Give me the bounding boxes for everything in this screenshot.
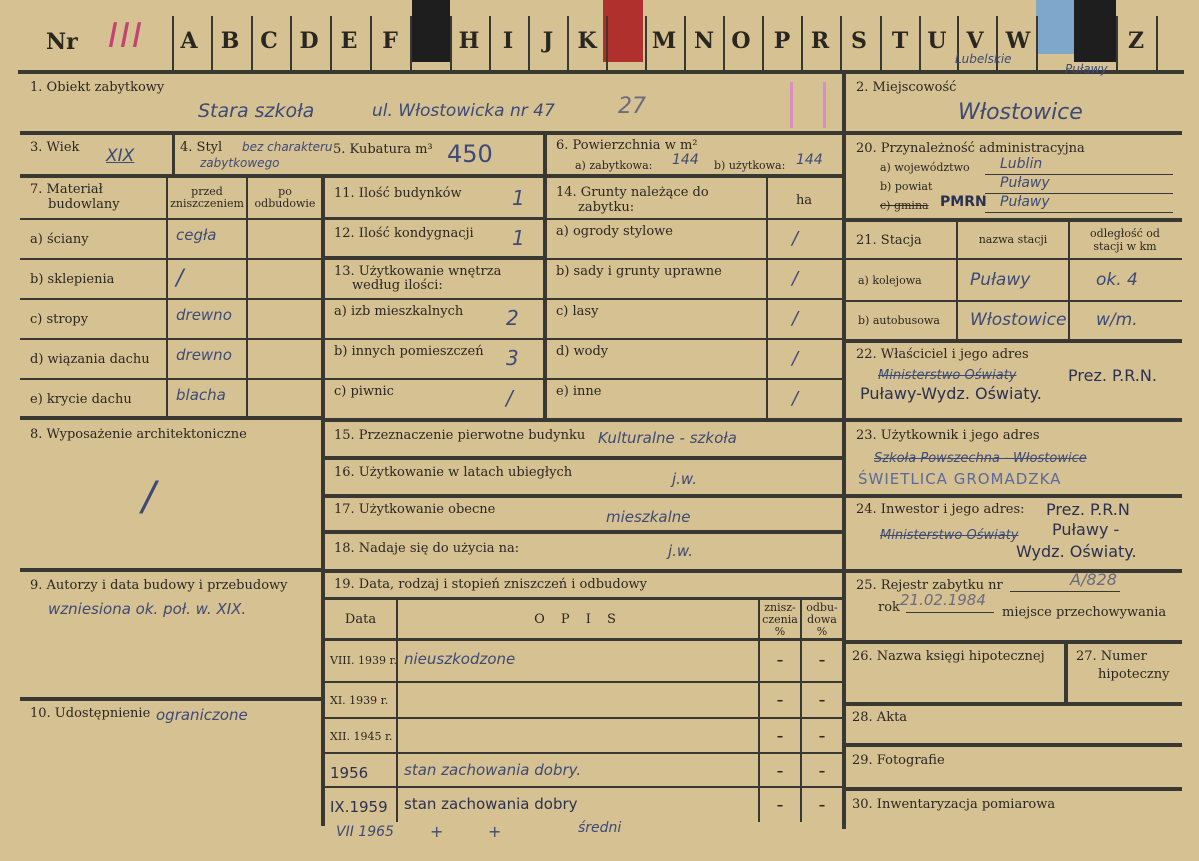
- row-rule-8: [20, 416, 322, 420]
- field-19-row-rebuilt: –: [818, 798, 826, 813]
- field-20-a-label: a) województwo: [880, 161, 970, 174]
- rule-22: [846, 339, 1182, 343]
- nr-value: III: [108, 16, 145, 56]
- field-19-row-date: 1956: [330, 764, 369, 782]
- purple-marks: [790, 82, 826, 128]
- field-7-row-label: b) sklepienia: [30, 272, 115, 287]
- field-25-rok-label: rok: [878, 600, 900, 615]
- header-letter-r: R: [810, 28, 830, 54]
- f14-row-rule: [547, 218, 842, 220]
- field-25-reg-value: A/828: [1070, 570, 1117, 589]
- field-7-row-before: drewno: [176, 306, 232, 324]
- field-10-value: ograniczone: [156, 706, 248, 724]
- row-rule-10: [20, 697, 322, 701]
- row-rule-2: [20, 174, 842, 178]
- color-tab-x-black: [1074, 0, 1116, 62]
- rule-21-head: [846, 258, 1182, 260]
- field-7-after-h2: odbudowie: [254, 197, 316, 210]
- f19-row-rule: [325, 786, 842, 788]
- field-15-label: 15. Przeznaczenie pierwotne budynku: [334, 428, 586, 443]
- field-19-extra-a: +: [430, 822, 444, 841]
- field-19-row-date: VIII. 1939 r.: [330, 654, 398, 667]
- letter-x-annotation: Lubelskie: [955, 52, 1012, 66]
- field-25-label: 25. Rejestr zabytku nr: [856, 578, 1003, 593]
- field-11-label: 11. Ilość budynków: [334, 186, 462, 201]
- f7-row-rule: [20, 258, 322, 260]
- header-separator: [528, 16, 530, 70]
- field-16-value: j.w.: [672, 470, 698, 488]
- field-19-col-date: Data: [344, 612, 377, 627]
- field-7-after-h1: po: [278, 185, 292, 198]
- header-letter-t: T: [891, 28, 909, 54]
- divider-right-panel: [842, 74, 846, 829]
- field-18-value: j.w.: [668, 542, 694, 560]
- field-19-row-desc: nieuszkodzone: [404, 650, 516, 668]
- header-letter-p: P: [773, 28, 791, 54]
- field-19-extra-b: +: [488, 822, 502, 841]
- rule-21: [846, 218, 1182, 222]
- field-4-value-1: bez charakteru: [242, 140, 333, 154]
- field-12-value: 1: [512, 226, 525, 250]
- header-separator: [567, 16, 569, 70]
- field-6-sub-a: a) zabytkowa:: [575, 159, 653, 172]
- header-letter-z: Z: [1127, 28, 1145, 54]
- field-22-label: 22. Właściciel i jego adres: [856, 347, 1029, 362]
- field-19-destr-3: %: [774, 625, 786, 638]
- rule-26: [846, 640, 1182, 644]
- rule-28: [846, 702, 1182, 706]
- header-separator: [251, 16, 253, 70]
- field-7-row-label: a) ściany: [30, 232, 89, 247]
- field-9-value: wzniesiona ok. poł. w. XIX.: [48, 600, 247, 618]
- field-4-value-2: zabytkowego: [200, 156, 280, 170]
- field-19-row-rebuilt: –: [818, 729, 826, 744]
- field-28-label: 28. Akta: [852, 710, 908, 725]
- field-14-row-label: c) lasy: [556, 304, 599, 319]
- field-19-destr-1: znisz-: [764, 601, 796, 614]
- header-separator: [1156, 16, 1158, 70]
- header-letter-b: B: [220, 28, 240, 54]
- field-27-label-2: hipoteczny: [1098, 667, 1170, 682]
- field-25-place-label: miejsce przechowywania: [1002, 605, 1167, 620]
- header-letter-n: N: [693, 28, 715, 54]
- field-23-label: 23. Użytkownik i jego adres: [856, 428, 1040, 443]
- field-14-label-2: zabytku:: [578, 200, 635, 215]
- field-19-label: 19. Data, rodzaj i stopień zniszczeń i odbudowy: [334, 577, 648, 592]
- header-separator: [1036, 16, 1038, 70]
- field-22-struck: Ministerstwo Oświaty: [878, 368, 1017, 383]
- header-letter-c: C: [260, 28, 278, 54]
- field-13-row-value: 2: [506, 306, 519, 330]
- field-13-row-value: /: [506, 386, 513, 410]
- header-rule: [18, 70, 1184, 74]
- field-11-value: 1: [512, 186, 525, 210]
- f13-row-rule: [325, 378, 543, 380]
- field-19-extra-c: średni: [578, 820, 622, 836]
- rule-24: [846, 494, 1182, 498]
- field-14-unit: ha: [795, 193, 813, 208]
- field-14-row-value: /: [792, 228, 799, 249]
- row-rule-9: [20, 568, 322, 572]
- header-separator: [172, 16, 174, 70]
- color-tab-x-blue: [1036, 0, 1074, 54]
- nr-label: Nr: [46, 29, 78, 55]
- header-letter-d: D: [299, 28, 319, 54]
- header-letter-w: W: [1005, 28, 1031, 54]
- header-letter-a: A: [180, 28, 198, 54]
- field-24-value-3: Wydz. Oświaty.: [1016, 542, 1137, 561]
- field-2-label: 2. Miejscowość: [856, 80, 957, 95]
- field-7-row-label: c) stropy: [30, 312, 89, 327]
- header-letter-h: H: [458, 28, 480, 54]
- field-6-label: 6. Powierzchnia w m²: [556, 138, 698, 153]
- field-9-label: 9. Autorzy i data budowy i przebudowy: [30, 578, 288, 593]
- rule-18: [325, 530, 842, 534]
- field-6-sub-b: b) użytkowa:: [714, 159, 786, 172]
- f7-row-rule: [20, 338, 322, 340]
- header-separator: [684, 16, 686, 70]
- field-4-label: 4. Styl: [180, 140, 223, 155]
- field-20-c-value: Puławy: [1000, 194, 1050, 210]
- field-14-row-label: a) ogrody stylowe: [556, 224, 673, 239]
- field-14-row-value: /: [792, 348, 799, 369]
- header-separator: [801, 16, 803, 70]
- field-14-row-label: d) wody: [556, 344, 609, 359]
- field-2-above: Puławy: [1065, 62, 1108, 76]
- header-separator: [880, 16, 882, 70]
- header-letter-v: V: [966, 28, 984, 54]
- field-13-row-label: c) piwnic: [334, 384, 394, 399]
- field-19-row-rebuilt: –: [818, 653, 826, 668]
- field-20-c-new: PMRN: [940, 194, 987, 210]
- field-19-rebuilt-3: %: [816, 625, 828, 638]
- header-separator: [410, 16, 412, 70]
- field-24-struck: Ministerstwo Oświaty: [880, 528, 1019, 543]
- field-19-row-date: XII. 1945 r.: [330, 730, 393, 743]
- field-10-label: 10. Udostępnienie: [30, 706, 151, 721]
- color-tab-g: [412, 0, 450, 62]
- field-6-sub-a-value: 144: [672, 152, 699, 168]
- field-21-row-dist: ok. 4: [1096, 270, 1138, 290]
- rule-25: [846, 569, 1182, 573]
- row-rule-1: [20, 131, 1182, 135]
- field-19-row-rebuilt: –: [818, 693, 826, 708]
- f25-line: [1010, 591, 1120, 592]
- field-14-row-value: /: [792, 268, 799, 289]
- rule-29: [846, 743, 1182, 747]
- f7-col-1: [166, 178, 168, 416]
- field-30-label: 30. Inwentaryzacja pomiarowa: [852, 797, 1056, 812]
- field-20-c-label: c) gmina: [880, 199, 929, 212]
- field-25-rok-value: 21.02.1984: [900, 591, 986, 609]
- field-5-label: 5. Kubatura m³: [333, 142, 433, 157]
- field-15-value: Kulturalne - szkoła: [598, 429, 737, 447]
- color-tab-l: [603, 0, 643, 62]
- field-21-row-name: Puławy: [970, 270, 1031, 290]
- rule-19-head: [325, 597, 842, 600]
- rule-11: [325, 217, 543, 220]
- rule-30: [846, 787, 1182, 791]
- header-separator: [606, 16, 608, 70]
- field-1-address: ul. Włostowicka nr 47: [372, 101, 555, 121]
- header-separator: [489, 16, 491, 70]
- header-separator: [450, 16, 452, 70]
- field-8-label: 8. Wyposażenie architektoniczne: [30, 427, 247, 442]
- field-13-label-1: 13. Użytkowanie wnętrza: [334, 264, 502, 279]
- f14-row-rule: [547, 378, 842, 380]
- field-21-label: 21. Stacja: [856, 233, 922, 248]
- field-3-value: XIX: [106, 146, 135, 166]
- header-letter-u: U: [927, 28, 947, 54]
- field-14-row-value: /: [792, 388, 799, 409]
- field-18-label: 18. Nadaje się do użycia na:: [334, 541, 520, 556]
- header-separator: [211, 16, 213, 70]
- field-12-label: 12. Ilość kondygnacji: [334, 226, 474, 241]
- field-26-label: 26. Nazwa księgi hipotecznej: [852, 649, 1045, 664]
- header-separator: [330, 16, 332, 70]
- field-19-row-date: IX.1959: [330, 798, 388, 816]
- field-5-value: 450: [447, 140, 493, 168]
- field-19-destr-2: czenia: [762, 613, 798, 626]
- field-17-label: 17. Użytkowanie obecne: [334, 502, 496, 517]
- field-7-row-before: drewno: [176, 346, 232, 364]
- field-19-row-destr: –: [776, 798, 784, 813]
- f25-rok-line: [906, 612, 994, 613]
- field-13-row-label: a) izb mieszkalnych: [334, 304, 464, 319]
- field-13-row-label: b) innych pomieszczeń: [334, 344, 484, 359]
- field-7-row-before: cegła: [176, 226, 217, 244]
- field-19-col-desc: O P I S: [534, 612, 622, 627]
- field-14-row-label: e) inne: [556, 384, 602, 399]
- divider-3-4: [172, 135, 175, 175]
- header-letter-f: F: [382, 28, 398, 54]
- field-19-rebuilt-2: dowa: [807, 613, 837, 626]
- field-24-value-2: Puławy -: [1052, 520, 1120, 539]
- f7-row-rule: [20, 378, 322, 380]
- field-19-rebuilt-1: odbu-: [806, 601, 838, 614]
- header-separator: [840, 16, 842, 70]
- header-separator: [290, 16, 292, 70]
- field-7-row-before: /: [176, 266, 184, 291]
- f13-row-rule: [325, 338, 543, 340]
- field-19-row-desc: stan zachowania dobry: [404, 795, 578, 813]
- field-20-a-value: Lublin: [1000, 156, 1043, 172]
- field-3-label: 3. Wiek: [30, 140, 80, 155]
- field-14-label-1: 14. Grunty należące do: [556, 185, 709, 200]
- field-20-b-value: Puławy: [1000, 175, 1050, 191]
- field-1-value: Stara szkoła: [198, 100, 315, 122]
- f14-row-rule: [547, 298, 842, 300]
- field-19-row-desc: stan zachowania dobry.: [404, 761, 582, 779]
- field-21-row-name: Włostowice: [970, 310, 1067, 330]
- field-19-row-rebuilt: –: [818, 764, 826, 779]
- f7-row-rule: [20, 218, 322, 220]
- field-19-extra-date: VII 1965: [336, 824, 394, 840]
- field-27-label-1: 27. Numer: [1076, 649, 1147, 664]
- field-13-row-value: 3: [506, 346, 519, 370]
- field-8-value: /: [142, 474, 156, 520]
- header-separator: [723, 16, 725, 70]
- f19-row-rule: [325, 717, 842, 719]
- rule-17: [325, 494, 842, 498]
- field-20-b-label: b) powiat: [880, 180, 933, 193]
- field-21-row-label: a) kolejowa: [858, 274, 922, 287]
- header-letter-i: I: [502, 28, 514, 54]
- field-20-label: 20. Przynależność administracyjna: [856, 141, 1085, 156]
- field-13-label-2: według ilości:: [352, 278, 443, 293]
- header-separator: [645, 16, 647, 70]
- header-separator: [762, 16, 764, 70]
- divider-left-panel: [321, 176, 325, 826]
- f7-col-2: [246, 178, 248, 416]
- field-21-row-label: b) autobusowa: [858, 314, 940, 327]
- f7-row-rule: [20, 298, 322, 300]
- header-letter-o: O: [731, 28, 751, 54]
- field-29-label: 29. Fotografie: [852, 753, 945, 768]
- field-1-alt-number: 27: [618, 94, 646, 119]
- field-19-row-date: XI. 1939 r.: [330, 694, 389, 707]
- field-21-col-name: nazwa stacji: [978, 233, 1048, 246]
- field-14-row-label: b) sady i grunty uprawne: [556, 264, 722, 279]
- field-7-row-before: blacha: [176, 386, 226, 404]
- field-7-label-1: 7. Materiał: [30, 182, 103, 197]
- f14-row-rule: [547, 338, 842, 340]
- header-letter-s: S: [851, 28, 867, 54]
- field-14-row-value: /: [792, 308, 799, 329]
- row-rule-15: [325, 418, 842, 422]
- field-24-label: 24. Inwestor i jego adres:: [856, 502, 1025, 517]
- field-21-col-dist-1: odległość od: [1090, 227, 1160, 240]
- field-19-row-destr: –: [776, 729, 784, 744]
- header-letter-k: K: [577, 28, 597, 54]
- header-separator: [1116, 16, 1118, 70]
- f19-col-a: [396, 600, 398, 822]
- header-separator: [919, 16, 921, 70]
- rule-19-cols: [325, 638, 842, 641]
- f13-row-rule: [325, 298, 543, 300]
- header-letter-j: J: [542, 28, 554, 54]
- field-7-label-2: budowlany: [48, 197, 120, 212]
- rule-12: [325, 256, 543, 260]
- rule-19: [325, 569, 842, 573]
- f14-row-rule: [547, 258, 842, 260]
- field-19-row-destr: –: [776, 764, 784, 779]
- f21-row-rule: [846, 300, 1182, 302]
- field-23-value: ŚWIETLICA GROMADZKA: [858, 470, 1062, 488]
- field-7-row-label: e) krycie dachu: [30, 392, 132, 407]
- field-16-label: 16. Użytkowanie w latach ubiegłych: [334, 465, 573, 480]
- field-22-value-2: Puławy-Wydz. Oświaty.: [860, 384, 1042, 403]
- f20-line-c: [985, 212, 1173, 213]
- field-19-row-destr: –: [776, 653, 784, 668]
- field-22-value-1: Prez. P.R.N.: [1068, 366, 1157, 385]
- header-separator: [370, 16, 372, 70]
- rule-23: [846, 418, 1182, 422]
- field-1-label: 1. Obiekt zabytkowy: [30, 80, 165, 95]
- field-7-before-h2: zniszczeniem: [170, 197, 244, 210]
- field-7-before-h1: przed: [191, 185, 223, 198]
- f19-row-rule: [325, 752, 842, 754]
- header-letter-e: E: [340, 28, 358, 54]
- f26-27-divider: [1064, 644, 1068, 704]
- field-6-sub-b-value: 144: [796, 152, 823, 168]
- field-21-col-dist-2: stacji w km: [1093, 240, 1157, 253]
- field-19-row-destr: –: [776, 693, 784, 708]
- field-17-value: mieszkalne: [606, 508, 691, 526]
- f19-row-rule: [325, 681, 842, 683]
- rule-16: [325, 456, 842, 460]
- header-letter-m: M: [651, 28, 677, 54]
- field-24-value-1: Prez. P.R.N: [1046, 500, 1130, 519]
- field-7-row-label: d) wiązania dachu: [30, 352, 150, 367]
- field-23-struck: Szkoła Powszechna - Włostowice: [874, 451, 1087, 466]
- field-2-value: Włostowice: [958, 100, 1083, 125]
- field-21-row-dist: w/m.: [1096, 310, 1138, 330]
